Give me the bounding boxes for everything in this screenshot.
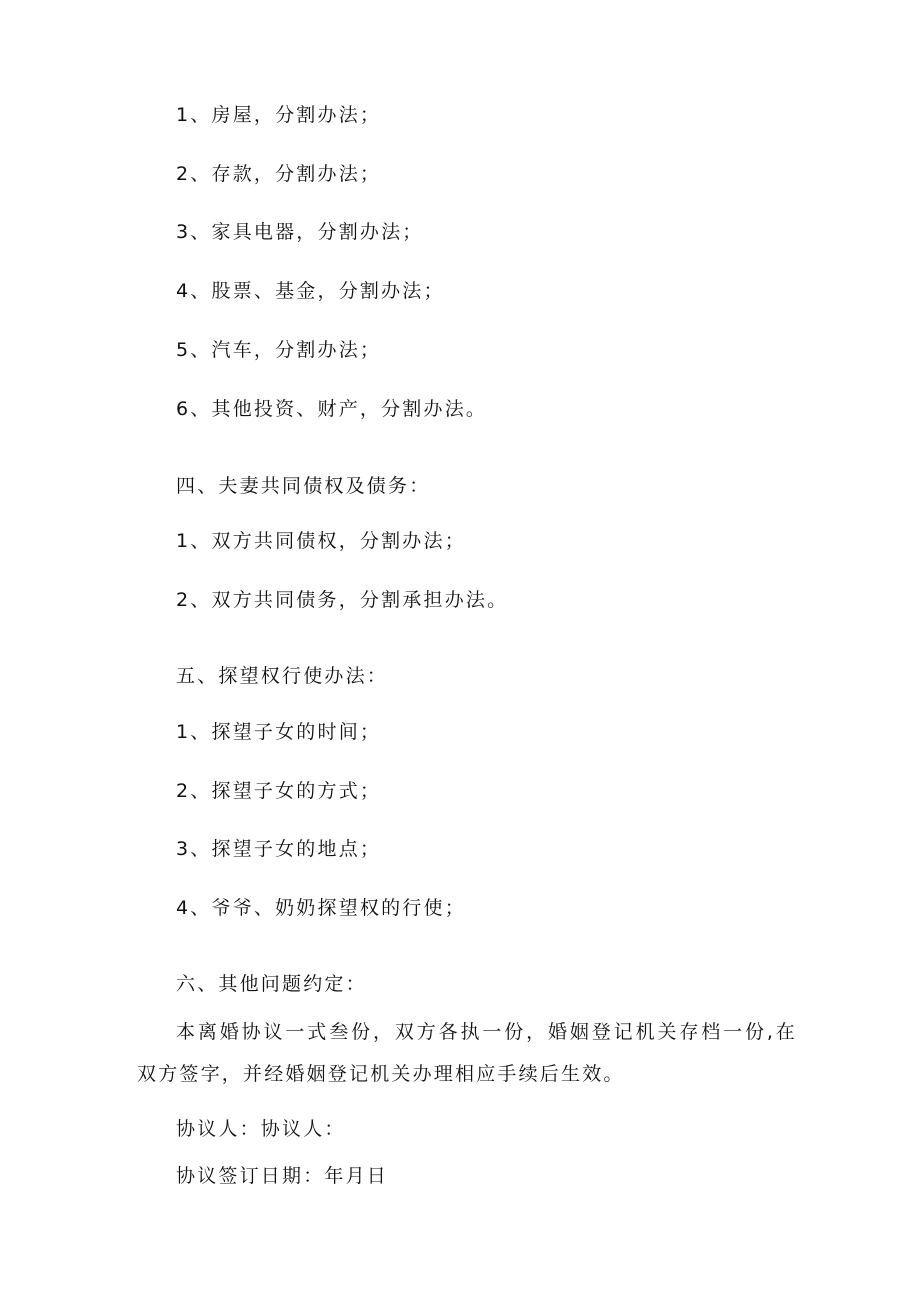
property-item-savings: 2、存款，分割办法；	[176, 163, 382, 185]
property-item-stocks: 4、股票、基金，分割办法；	[176, 280, 445, 302]
section-heading-visitation: 五、探望权行使办法：	[176, 665, 389, 687]
debt-item-credits: 1、双方共同债权，分割办法；	[176, 530, 466, 552]
property-item-car: 5、汽车，分割办法；	[176, 339, 382, 361]
property-item-other: 6、其他投资、财产，分割办法。	[176, 398, 488, 420]
property-item-furniture: 3、家具电器，分割办法；	[176, 221, 424, 243]
visitation-item-time: 1、探望子女的时间；	[176, 721, 382, 743]
visitation-item-grandparents: 4、爷爷、奶奶探望权的行使；	[176, 897, 466, 919]
visitation-item-method: 2、探望子女的方式；	[176, 780, 382, 802]
debt-item-debts: 2、双方共同债务，分割承担办法。	[176, 589, 509, 611]
signature-parties: 协议人：协议人：	[176, 1118, 346, 1140]
property-item-house: 1、房屋，分割办法；	[176, 104, 382, 126]
effectiveness-paragraph: 本离婚协议一式叁份，双方各执一份，婚姻登记机关存档一份,在双方签字，并经婚姻登记机关办理相应手续后生效。	[137, 1021, 797, 1085]
section-heading-other: 六、其他问题约定：	[176, 973, 367, 995]
visitation-item-location: 3、探望子女的地点；	[176, 838, 382, 860]
signature-date: 协议签订日期：年月日	[176, 1165, 389, 1187]
section-heading-debts: 四、夫妻共同债权及债务：	[176, 475, 431, 497]
